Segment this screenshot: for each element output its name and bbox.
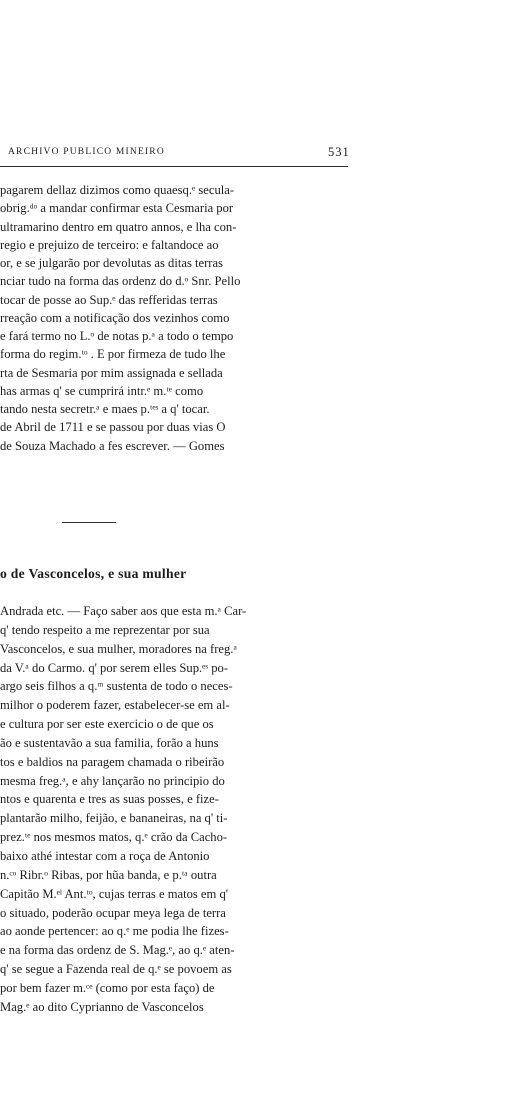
section-divider xyxy=(62,522,116,523)
text-line: has armas q' se cumprirá intr.ᵉ m.ᵗᵉ como xyxy=(0,383,204,398)
text-line: tocar de posse ao Sup.ᵉ das refferidas terras xyxy=(0,292,218,307)
text-line: Mag.ᵉ ao dito Cyprianno de Vasconcelos xyxy=(0,999,204,1014)
text-line: forma do regim.ᵗᵒ . E por firmeza de tudo lhe xyxy=(0,347,226,362)
text-line: o situado, poderão ocupar meya lega de terra xyxy=(0,905,226,920)
text-line: ntos e quarenta e tres as suas posses, e fize- xyxy=(0,792,219,807)
text-line: ão e sustentavão a sua familia, forão a huns xyxy=(0,735,219,750)
text-line: tos e baldios na paragem chamada o ribeirão xyxy=(0,754,225,769)
text-line: q' tendo respeito a me reprezentar por sua xyxy=(0,622,210,637)
text-line: de Souza Machado a fes escrever. — Gomes xyxy=(0,438,225,453)
text-line: Capitão M.ᵉˡ Ant.ᵗᵒ, cujas terras e matos em q' xyxy=(0,886,229,901)
text-line: q' se segue a Fazenda real de q.ᵉ se povoem as xyxy=(0,962,232,977)
text-line: ultramarino dentro em quatro annos, e lha con- xyxy=(0,219,237,234)
text-line: Vasconcelos, e sua mulher, moradores na freg.ᵃ xyxy=(0,641,237,656)
text-line: n.ᶜᵒ Ribr.ᵒ Ribas, por hũa banda, e p.ᵗᵃ outra xyxy=(0,867,217,882)
page-number: 531 xyxy=(328,145,350,159)
text-line: or, e se julgarão por devolutas as ditas terras xyxy=(0,256,223,270)
text-line: da V.ᵃ do Carmo. q' por serem elles Sup.ᵉˢ po- xyxy=(0,660,229,675)
text-line: milhor o poderem fazer, estabelecer-se em al- xyxy=(0,698,230,713)
text-line: plantarão milho, feijão, e bananeiras, na q' ti- xyxy=(0,811,228,826)
text-line: rta de Sesmaria por mim assignada e sellada xyxy=(0,365,223,380)
text-line: e cultura por ser este exercicio o de que os xyxy=(0,717,214,732)
section-title: o de Vasconcelos, e sua mulher xyxy=(0,566,187,581)
text-line: nciar tudo na forma das ordenz do d.ᵒ Snr. Pello xyxy=(0,274,241,289)
header-rule xyxy=(0,166,348,167)
text-line: por bem fazer m.ᶜᵉ (como por esta faço) de xyxy=(0,980,215,995)
text-line: pagarem dellaz dizimos como quaesq.ᵉ secula- xyxy=(0,183,235,197)
text-line: prez.ᵗᵉ nos mesmos matos, q.ᵉ crão da Cacho- xyxy=(0,830,228,845)
text-line: e fará termo no L.ᵒ de notas p.ᵃ a todo o tempo xyxy=(0,329,234,343)
text-line: e na forma das ordenz de S. Mag.ᵉ, ao q.ᵉ aten- xyxy=(0,943,235,958)
first-text-block xyxy=(0,181,350,455)
text-line: de Abril de 1711 e se passou por duas vias O xyxy=(0,420,226,435)
text-line: rreação com a notificação dos vezinhos como xyxy=(0,310,230,325)
text-line: baixo athé intestar com a roça de Antonio xyxy=(0,848,210,863)
text-line: obrig.ᵈᵒ a mandar confirmar esta Cesmaria por xyxy=(0,201,234,216)
text-line: mesma freg.ᵃ, e ahy lançarão no principio do xyxy=(0,773,225,788)
text-line: ao aonde pertencer: ao q.ᵉ me podia lhe fizes- xyxy=(0,924,229,939)
running-title: ARCHIVO PUBLICO MINEIRO xyxy=(8,147,165,157)
text-line: tando nesta secretr.ᵃ e maes p.ᵗᵉˢ a q' tocar. xyxy=(0,402,210,416)
text-line: regio e prejuizo de terceiro: e faltandoce ao xyxy=(0,237,219,252)
text-line: Andrada etc. — Faço saber aos que esta m.ᵃ Car- xyxy=(0,604,247,618)
text-line: argo seis filhos a q.ᵐ sustenta de todo o neces- xyxy=(0,679,233,694)
second-text-block xyxy=(0,602,350,1017)
